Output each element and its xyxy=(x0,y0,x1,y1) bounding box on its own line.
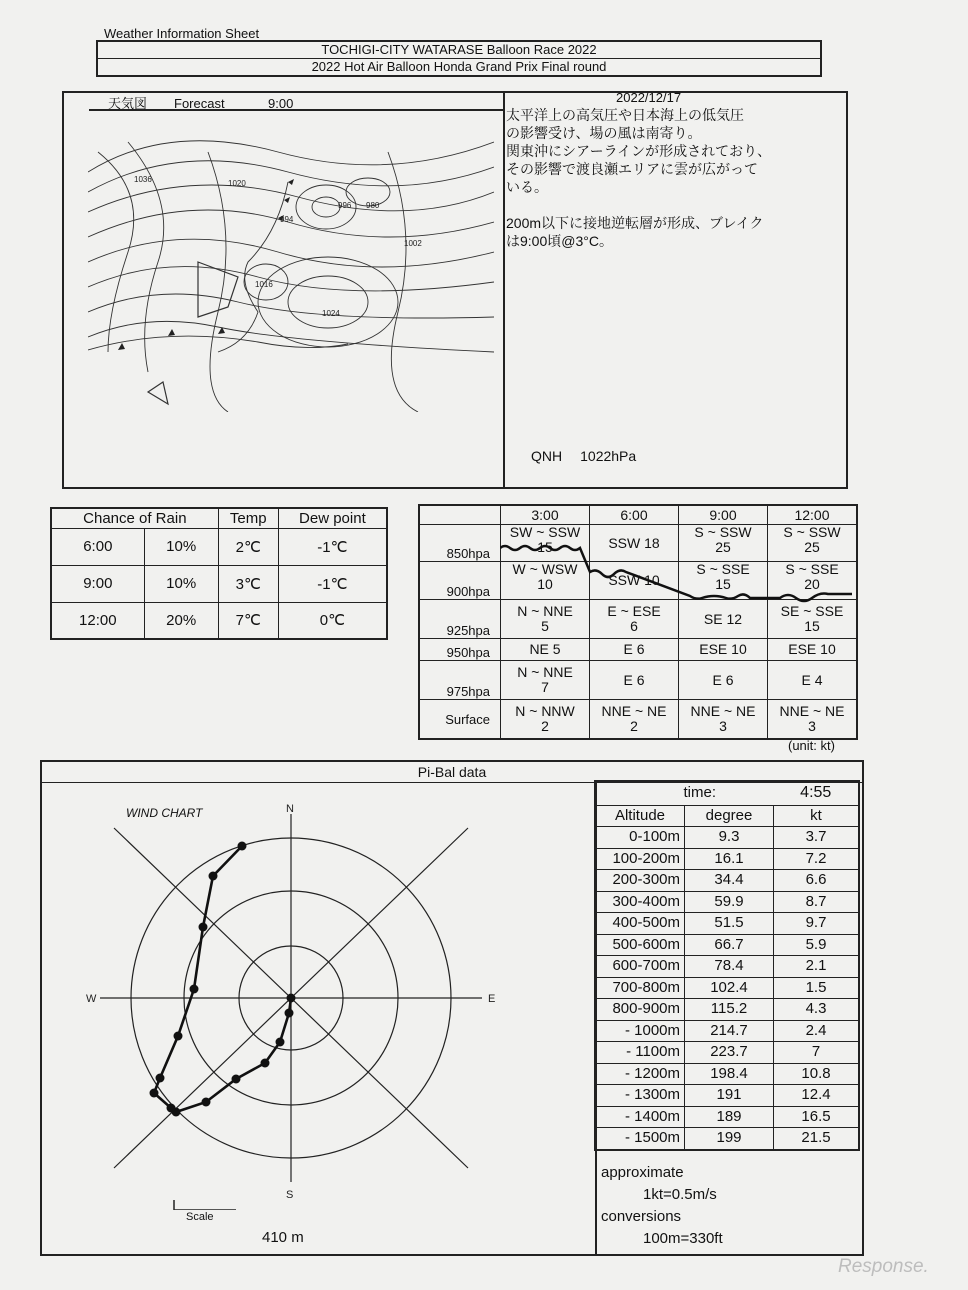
wind-dir: E 6 xyxy=(623,671,645,688)
wind-dir: S ~ SSE xyxy=(696,561,750,578)
altitude: - 1300m xyxy=(595,1085,685,1107)
wind-speed: 25 xyxy=(804,539,820,556)
wind-level: 900hpa xyxy=(419,562,501,600)
wind-cell xyxy=(590,661,679,700)
wind-level: 850hpa xyxy=(419,525,501,562)
altitude: 0-100m xyxy=(595,827,685,849)
knots: 16.5 xyxy=(774,1106,860,1128)
conversions xyxy=(601,1162,723,1250)
map-label-6: 994 xyxy=(280,215,294,224)
knots: 4.3 xyxy=(774,999,860,1021)
sheet-title: Weather Information Sheet xyxy=(104,26,260,41)
wind-time-header: 9:00 xyxy=(679,505,768,525)
qnh-value: 1022hPa xyxy=(580,448,637,464)
altitude: 400-500m xyxy=(595,913,685,935)
time-label: time: xyxy=(595,781,774,805)
degree-header: degree xyxy=(685,805,774,827)
compass-south: S xyxy=(286,1189,294,1201)
table-row xyxy=(595,1063,859,1085)
altitude: 500-600m xyxy=(595,934,685,956)
track-point xyxy=(209,872,218,881)
degree: 199 xyxy=(685,1128,774,1150)
altitude-header: Altitude xyxy=(595,805,685,827)
table-row xyxy=(595,1085,859,1107)
wind-dir: N ~ NNE xyxy=(517,603,573,620)
forecast-time: 9:00 xyxy=(268,96,294,111)
map-label-7: 980 xyxy=(366,201,380,210)
wind-dir: NE 5 xyxy=(529,641,561,658)
wind-cell xyxy=(501,700,590,739)
track-point xyxy=(238,842,247,851)
map-label-5: 1002 xyxy=(404,239,422,248)
table-row xyxy=(595,1042,859,1064)
dew-value: 0℃ xyxy=(278,602,387,639)
wind-speed: 2 xyxy=(630,718,638,735)
wind-level: 975hpa xyxy=(419,661,501,700)
rain-chance: 10% xyxy=(144,528,218,565)
kt-header: kt xyxy=(774,805,860,827)
wind-dir: ESE 10 xyxy=(788,641,836,658)
table-row xyxy=(595,1106,859,1128)
wind-cell xyxy=(590,700,679,739)
dew-value: -1℃ xyxy=(278,528,387,565)
wind-speed: 20 xyxy=(804,576,820,593)
knots: 7.2 xyxy=(774,848,860,870)
table-row xyxy=(595,934,859,956)
degree: 9.3 xyxy=(685,827,774,849)
wind-speed: 3 xyxy=(808,718,816,735)
wind-cell xyxy=(590,639,679,661)
table-row xyxy=(595,848,859,870)
wind-cell xyxy=(768,700,858,739)
knots: 8.7 xyxy=(774,891,860,913)
table-row xyxy=(595,1128,859,1150)
map-label-4: 996 xyxy=(338,201,352,210)
track-point xyxy=(190,985,199,994)
compass-west: W xyxy=(86,993,97,1005)
rain-time: 9:00 xyxy=(51,565,144,602)
track-point xyxy=(167,1104,176,1113)
forecast-label-row xyxy=(108,93,293,112)
table-row xyxy=(595,913,859,935)
temp-value: 3℃ xyxy=(218,565,278,602)
dew-value: -1℃ xyxy=(278,565,387,602)
altitude: 800-900m xyxy=(595,999,685,1021)
degree: 189 xyxy=(685,1106,774,1128)
table-row xyxy=(595,1020,859,1042)
degree: 102.4 xyxy=(685,977,774,999)
altitude: - 1500m xyxy=(595,1128,685,1150)
wind-speed: 6 xyxy=(630,618,638,635)
degree: 191 xyxy=(685,1085,774,1107)
scale-value: 410 m xyxy=(262,1229,304,1246)
wind-time-header: 3:00 xyxy=(501,505,590,525)
wind-speed: 7 xyxy=(541,679,549,696)
pibal-title: Pi-Bal data xyxy=(42,762,862,783)
map-label: 天気図 xyxy=(108,96,148,111)
table-row xyxy=(595,870,859,892)
wind-cell xyxy=(768,661,858,700)
wind-speed: 25 xyxy=(715,539,731,556)
wind-cell xyxy=(679,661,768,700)
wind-dir: NNE ~ NE xyxy=(690,703,756,720)
wind-level: 950hpa xyxy=(419,639,501,661)
wind-speed: 2 xyxy=(541,718,549,735)
knots: 3.7 xyxy=(774,827,860,849)
degree: 198.4 xyxy=(685,1063,774,1085)
wind-dir: S ~ SSW xyxy=(783,524,841,541)
altitude: - 1400m xyxy=(595,1106,685,1128)
scale-bar xyxy=(174,1200,236,1210)
knots: 2.1 xyxy=(774,956,860,978)
wind-cell xyxy=(501,639,590,661)
event-subtitle: 2022 Hot Air Balloon Honda Grand Prix Final round xyxy=(311,59,607,74)
event-title: TOCHIGI-CITY WATARASE Balloon Race 2022 xyxy=(98,42,820,59)
approx-label: approximate xyxy=(601,1164,684,1181)
track-point xyxy=(156,1074,165,1083)
degree: 51.5 xyxy=(685,913,774,935)
degree: 59.9 xyxy=(685,891,774,913)
track-point xyxy=(199,923,208,932)
wind-level: Surface xyxy=(419,700,501,739)
table-row xyxy=(595,977,859,999)
wind-dir: ESE 10 xyxy=(699,641,747,658)
table-row xyxy=(595,956,859,978)
degree: 66.7 xyxy=(685,934,774,956)
altitude: 600-700m xyxy=(595,956,685,978)
pibal-table xyxy=(594,780,860,1151)
wind-dir: SE 12 xyxy=(703,610,743,627)
approx-value: 1kt=0.5m/s xyxy=(643,1186,717,1203)
wind-chart-title: WIND CHART xyxy=(126,806,203,820)
dew-header: Dew point xyxy=(278,508,387,528)
forecast-date: 2022/12/17 xyxy=(616,90,682,105)
wind-dir: SE ~ SSE xyxy=(780,603,844,620)
wind-dir: SW ~ SSW xyxy=(509,524,581,541)
knots: 9.7 xyxy=(774,913,860,935)
wind-cell xyxy=(679,639,768,661)
rain-time: 12:00 xyxy=(51,602,144,639)
watermark: Response. xyxy=(838,1256,929,1277)
wind-dir: SSW 18 xyxy=(608,534,660,551)
map-label-1: 1020 xyxy=(228,179,246,188)
track-point xyxy=(276,1038,285,1047)
compass-north: N xyxy=(286,803,294,815)
wind-level: 925hpa xyxy=(419,600,501,639)
wind-dir: NNE ~ NE xyxy=(779,703,845,720)
rain-time: 6:00 xyxy=(51,528,144,565)
temp-value: 7℃ xyxy=(218,602,278,639)
wind-dir: NNE ~ NE xyxy=(601,703,667,720)
wind-speed: 10 xyxy=(537,576,553,593)
qnh-label: QNH xyxy=(531,448,563,464)
wind-speed: 3 xyxy=(719,718,727,735)
wind-speed: 15 xyxy=(804,618,820,635)
wind-dir: E 4 xyxy=(801,671,823,688)
wind-speed: 15 xyxy=(715,576,731,593)
rain-header: Chance of Rain xyxy=(51,508,218,528)
knots: 7 xyxy=(774,1042,860,1064)
map-label-3: 1024 xyxy=(322,309,340,318)
track-point xyxy=(174,1032,183,1041)
wind-dir: N ~ NNE xyxy=(517,664,573,681)
table-row xyxy=(595,827,859,849)
track-point xyxy=(261,1059,270,1068)
knots: 12.4 xyxy=(774,1085,860,1107)
altitude: 100-200m xyxy=(595,848,685,870)
forecast-text: 太平洋上の高気圧や日本海上の低気圧 の影響受け、場の風は南寄り。 関東沖にシアーラインが形成されており、 その影響で渡良瀬エリアに雲が広がって いる。 200m以下に接地逆転層が形成、ブレイク は9:00頃@3°C。 xyxy=(506,107,772,249)
table-row xyxy=(595,891,859,913)
time-value: 4:55 xyxy=(774,781,860,805)
map-label-8: 1036 xyxy=(134,175,152,184)
altitude: 700-800m xyxy=(595,977,685,999)
wind-chart xyxy=(70,790,540,1210)
compass-east: E xyxy=(488,993,496,1005)
rain-table xyxy=(50,507,388,640)
temp-value: 2℃ xyxy=(218,528,278,565)
knots: 6.6 xyxy=(774,870,860,892)
degree: 223.7 xyxy=(685,1042,774,1064)
wind-speed: 5 xyxy=(541,618,549,635)
rain-chance: 10% xyxy=(144,565,218,602)
degree: 214.7 xyxy=(685,1020,774,1042)
knots: 10.8 xyxy=(774,1063,860,1085)
wind-cell xyxy=(679,700,768,739)
table-row xyxy=(595,999,859,1021)
wind-dir: S ~ SSE xyxy=(785,561,839,578)
knots: 21.5 xyxy=(774,1128,860,1150)
wind-dir: E 6 xyxy=(712,671,734,688)
wind-dir: N ~ NNW xyxy=(515,703,575,720)
altitude: - 1200m xyxy=(595,1063,685,1085)
conv-value: 100m=330ft xyxy=(643,1230,723,1247)
wind-dir: E ~ ESE xyxy=(607,603,661,620)
wind-cell xyxy=(768,639,858,661)
wind-unit: (unit: kt) xyxy=(788,738,835,753)
qnh xyxy=(531,448,654,464)
degree: 34.4 xyxy=(685,870,774,892)
wind-dir: S ~ SSW xyxy=(694,524,752,541)
track-point xyxy=(150,1089,159,1098)
knots: 5.9 xyxy=(774,934,860,956)
wind-dir: W ~ WSW xyxy=(512,561,578,578)
knots: 1.5 xyxy=(774,977,860,999)
altitude: 300-400m xyxy=(595,891,685,913)
track-point xyxy=(285,1009,294,1018)
scale-label: Scale xyxy=(186,1211,214,1223)
event-header xyxy=(96,40,822,77)
track-point xyxy=(287,994,296,1003)
altitude: - 1000m xyxy=(595,1020,685,1042)
map-label-2: 1016 xyxy=(255,280,273,289)
forecast-label: Forecast xyxy=(174,96,225,111)
degree: 16.1 xyxy=(685,848,774,870)
wind-time-header: 12:00 xyxy=(768,505,858,525)
knots: 2.4 xyxy=(774,1020,860,1042)
wind-dir: E 6 xyxy=(623,641,645,658)
wind-time-header: 6:00 xyxy=(590,505,679,525)
degree: 115.2 xyxy=(685,999,774,1021)
weather-map xyxy=(88,112,494,412)
altitude: 200-300m xyxy=(595,870,685,892)
shear-line xyxy=(500,534,858,608)
degree: 78.4 xyxy=(685,956,774,978)
wind-speed: 15 xyxy=(537,539,553,556)
altitude: - 1100m xyxy=(595,1042,685,1064)
track-point xyxy=(202,1098,211,1107)
rain-chance: 20% xyxy=(144,602,218,639)
wind-cell xyxy=(501,661,590,700)
conv-label: conversions xyxy=(601,1208,682,1225)
wind-dir: SSW 10 xyxy=(608,572,660,589)
temp-header: Temp xyxy=(218,508,278,528)
track-point xyxy=(232,1075,241,1084)
